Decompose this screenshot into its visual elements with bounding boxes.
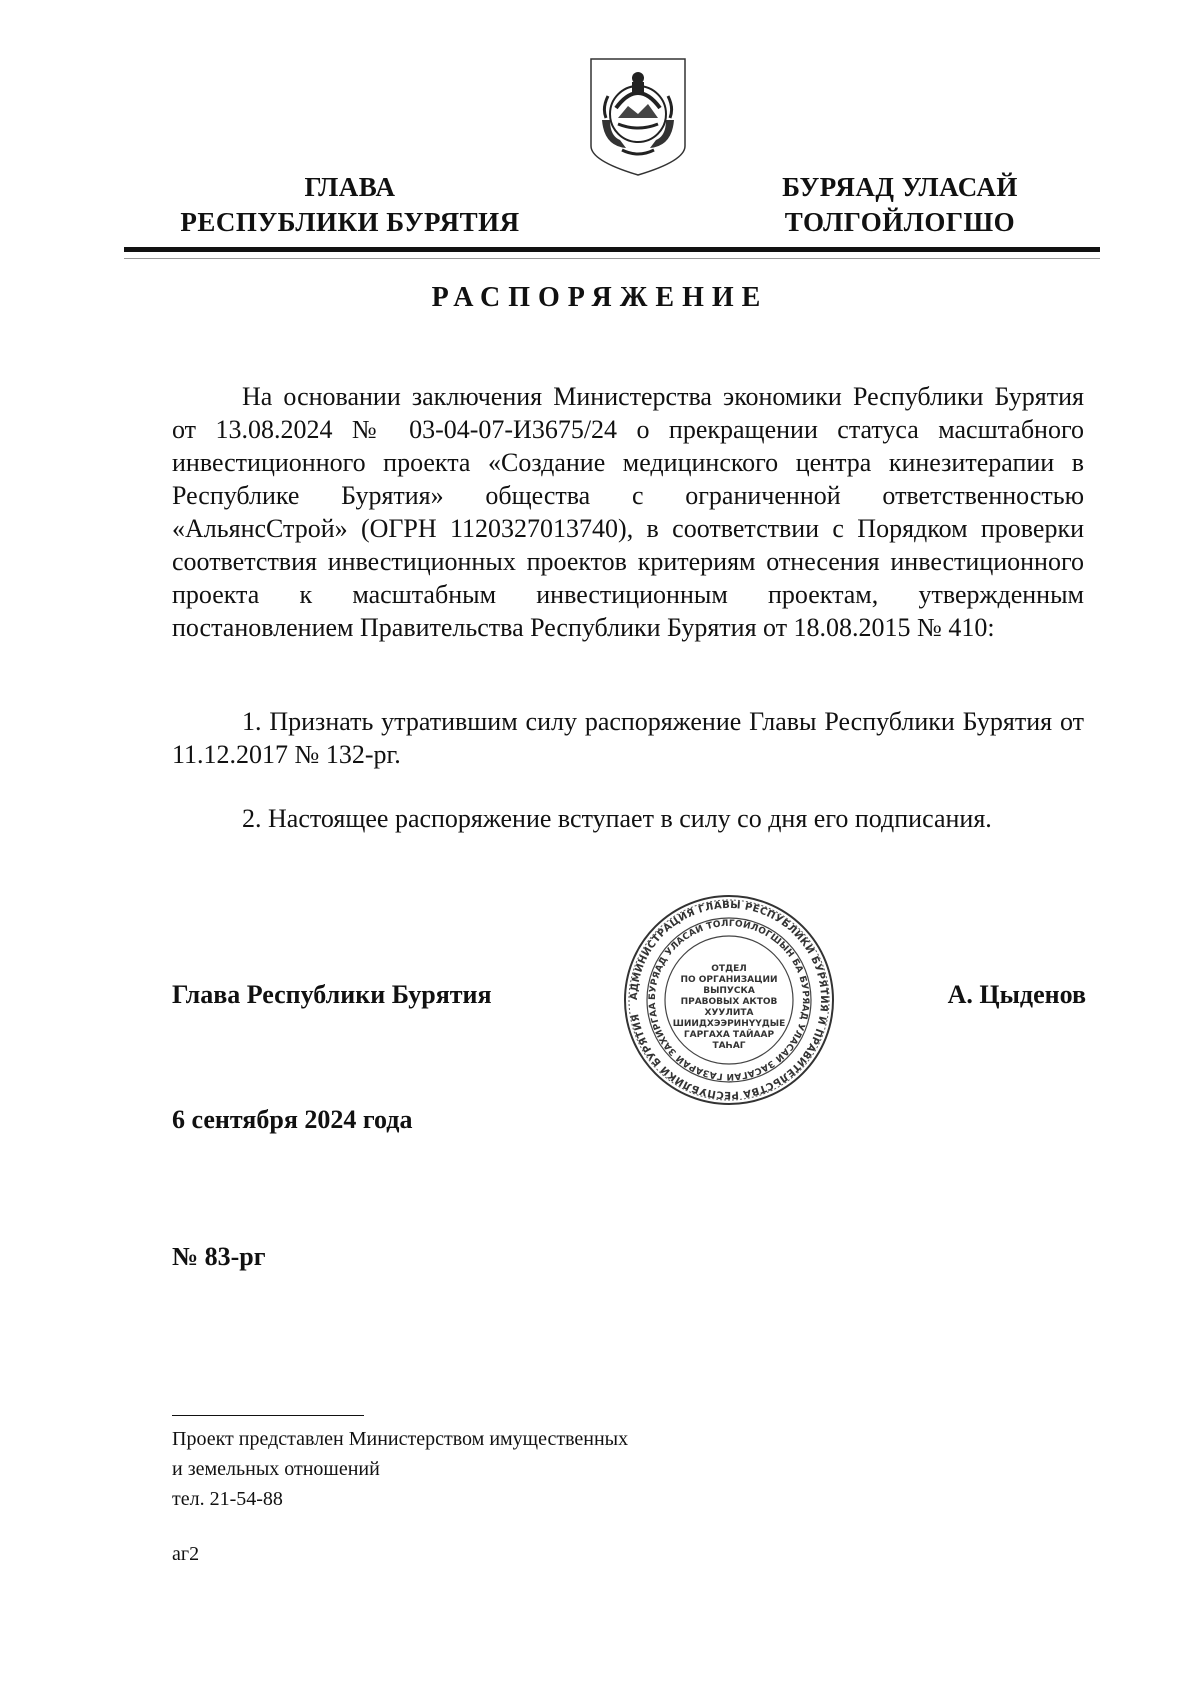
header-left-line2: РЕСПУБЛИКИ БУРЯТИЯ: [180, 207, 520, 237]
seal-center-line: ТАҺАГ: [712, 1041, 746, 1051]
document-date: 6 сентября 2024 года: [172, 1105, 413, 1134]
seal-center-line: ПРАВОВЫХ АКТОВ: [680, 997, 778, 1007]
document-number: № 83-рг: [172, 1242, 266, 1271]
document-title: РАСПОРЯЖЕНИЕ: [431, 282, 769, 313]
header-right-line1: БУРЯАД УЛАСАЙ: [782, 172, 1018, 202]
footnote-line-2: и земельных отношений: [172, 1458, 380, 1480]
signatory-name: А. Цыденов: [947, 980, 1086, 1009]
seal-center-line: ШИИДХЭЭРИНҮҮДЫЕ: [672, 1019, 786, 1029]
header-rule-thick: [124, 247, 1100, 252]
seal-center-line: ОТДЕЛ: [711, 964, 747, 974]
seal-center-line: ГАРГАХА ТАЙААР: [683, 1030, 775, 1040]
footnote-line-1: Проект представлен Министерством имущественных: [172, 1428, 629, 1450]
seal-center-line: ПО ОРГАНИЗАЦИИ: [680, 975, 778, 985]
header-right: [740, 170, 1060, 240]
seal-outer-text: АДМИНИСТРАЦИЯ ГЛАВЫ РЕСПУБЛИКИ БУРЯТИЯ И ПРАВИТЕЛЬСТВА РЕСПУБЛИКИ БУРЯТИЯ: [628, 899, 830, 1101]
header-left: [150, 170, 550, 240]
item-2-paragraph: 2. Настоящее распоряжение вступает в силу со дня его подписания.: [242, 804, 992, 833]
footnote-code: аг2: [172, 1543, 200, 1565]
seal-center-line: ВЫПУСКА: [703, 986, 755, 996]
footnote-rule: [172, 1415, 364, 1416]
header-right-line2: ТОЛГОЙЛОГШО: [784, 207, 1016, 237]
official-seal-icon: [622, 893, 836, 1107]
signatory-position: Глава Республики Бурятия: [172, 980, 492, 1009]
item-1-paragraph: 1. Признать утратившим силу распоряжение Главы Республики Бурятия от 11.12.2017 № 132-рг.: [172, 707, 1084, 769]
header-left-line1: ГЛАВА: [304, 172, 396, 202]
seal-inner-text: БУРЯАД УЛАСАЙ ТОЛГОЙЛОГШЫН БА БУРЯАД УЛАСАЙ ЗАСАГАЙ ГАЗАРАЙ ЗАХИРГАА: [647, 918, 811, 1082]
footnote-line-3: тел. 21-54-88: [172, 1488, 283, 1510]
seal-center-line: ХУУЛИТА: [704, 1008, 754, 1018]
header-rule-thin: [124, 258, 1100, 259]
coat-of-arms-icon: [588, 56, 688, 178]
preamble-paragraph: На основании заключения Министерства экономики Республики Бурятия от 13.08.2024 № 03-04-07-И3675/24 о прекращении статуса масштабного инвестиционного проекта «Создание медицинского центра кинезитерапии в Республике Бурятия» общества с ограниченной ответственностью «АльянсСтрой» (ОГРН 1120327013740), в соответствии с Порядком проверки соответствия инвестиционных проектов критериям отнесения инвестиционного проекта к масштабным инвестиционным проектам, утвержденным постановлением Правительства Республики Бурятия от 18.08.2015 № 410:: [172, 382, 1084, 642]
